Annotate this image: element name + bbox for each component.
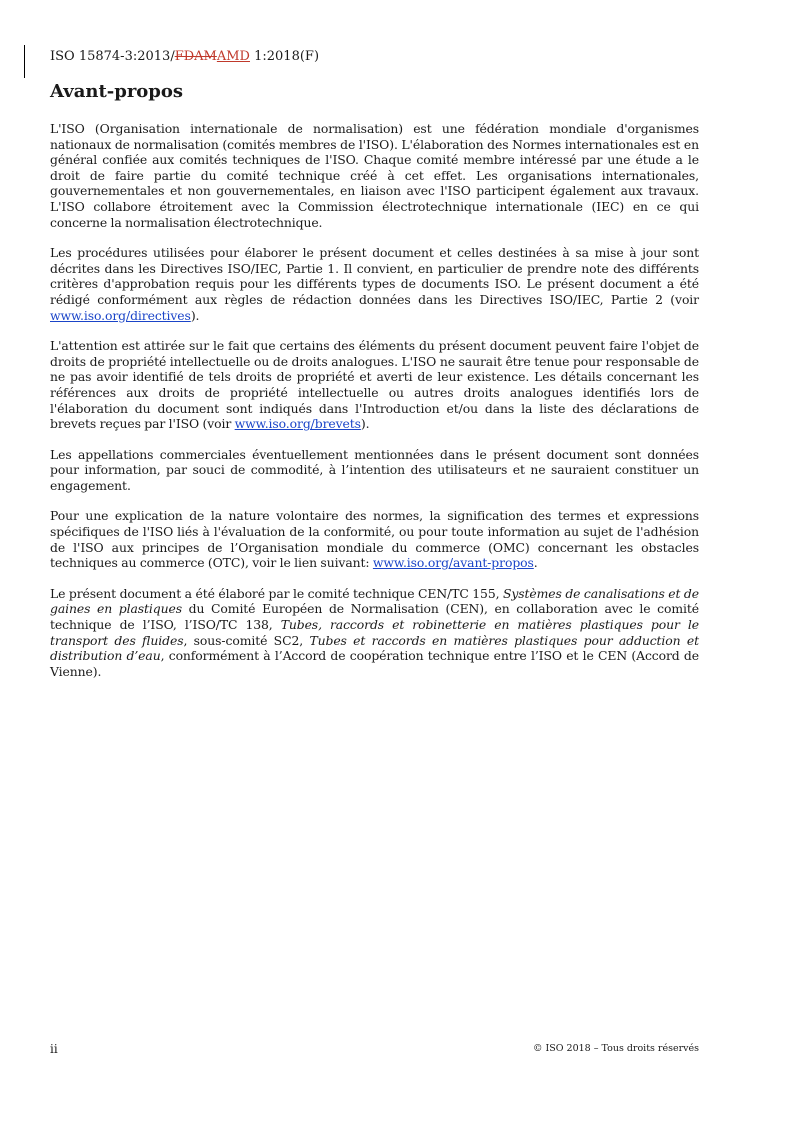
foreword-body — [50, 121, 699, 694]
paragraph-text: Pour une explication de la nature volontaire des normes, la signification des termes et expressions spécifiques de l'ISO liés à l'évaluation de la conformité, ou pour toute information au sujet de l'adhésion de l'ISO aux principes de l’Organisation mondiale du commerce (OMC) concernant les obstacles techniques au commerce (OTC), voir le lien suivant: — [50, 508, 699, 571]
link[interactable]: www.iso.org/brevets — [234, 416, 361, 432]
header-code-prefix: ISO 15874-3:2013/ — [50, 49, 175, 64]
paragraph — [50, 338, 699, 432]
paragraph — [50, 508, 699, 570]
paragraph-text: , conformément à l’Accord de coopération technique entre l’ISO et le CEN (Accord de Vienne). — [50, 648, 699, 679]
paragraph-text: , sous-comité SC2, — [183, 632, 310, 648]
link[interactable]: www.iso.org/directives — [50, 307, 191, 323]
revision-change-bar — [24, 45, 25, 78]
page-number: ii — [50, 1042, 58, 1056]
paragraph — [50, 586, 699, 680]
paragraph-text: ). — [190, 307, 200, 323]
document-header — [50, 49, 319, 64]
italic-title: Tubes et raccords en matières plastiques pour adduction et distribution d’eau — [50, 632, 699, 664]
copyright-notice: © ISO 2018 – Tous droits réservés — [532, 1043, 699, 1054]
paragraph-text: du Comité Européen de Normalisation (CEN), en collaboration avec le comité technique de l’ISO, l’ISO/TC 138, — [50, 601, 699, 633]
header-deleted-text: FDAM — [174, 49, 217, 64]
paragraph — [50, 447, 699, 494]
italic-title: Systèmes de canalisations et de gaines en plastiques — [50, 585, 699, 617]
link[interactable]: www.iso.org/avant-propos — [372, 555, 534, 571]
paragraph-text: Les procédures utilisées pour élaborer le présent document et celles destinées à sa mise à jour sont décrites dans les Directives ISO/IEC, Partie 1. Il convient, en particulier de prendre note des différents critères d'approbation requis pour les différents types de documents ISO. Le présent document a été rédigé conformément aux règles de rédaction données dans les Directives ISO/IEC, Partie 2 (voir — [50, 245, 699, 307]
italic-title: Tubes, raccords et robinetterie en matières plastiques pour le transport des fluides — [50, 617, 699, 648]
section-title: Avant-propos — [50, 81, 184, 102]
header-code-suffix: 1:2018(F) — [249, 49, 320, 64]
paragraph-text: L'ISO (Organisation internationale de normalisation) est une fédération mondiale d'organismes nationaux de normalisation (comités membres de l'ISO). L'élaboration des Normes internationales est en général confiée aux comités techniques de l'ISO. Chaque comité membre intéressé par une étude a le droit de faire partie du comité technique créé à cet effet. Les organisations internationales, gouvernementales et non gouvernementales, en liaison avec l'ISO participent également aux travaux. L'ISO collabore étroitement avec la Commission électrotechnique internationale (IEC) en ce qui concerne la normalisation électrotechnique. — [50, 121, 699, 230]
paragraph — [50, 245, 699, 323]
header-inserted-text: AMD — [216, 49, 250, 64]
paragraph-text: . — [533, 555, 538, 571]
paragraph — [50, 121, 699, 230]
paragraph-text: ). — [360, 416, 370, 432]
paragraph-text: Les appellations commerciales éventuellement mentionnées dans le présent document sont données pour information, par souci de commodité, à l’intention des utilisateurs et ne sauraient constituer un engagement. — [50, 446, 699, 493]
paragraph-text: Le présent document a été élaboré par le comité technique CEN/TC 155, — [50, 585, 503, 601]
paragraph-text: L'attention est attirée sur le fait que certains des éléments du présent document peuvent faire l'objet de droits de propriété intellectuelle ou de droits analogues. L'ISO ne saurait être tenue pour responsable de ne pas avoir identifié de tels droits de propriété et averti de leur existence. Les détails concernant les références aux droits de propriété intellectuelle ou autres droits analogues identifiés lors de l'élaboration du document sont indiqués dans l'Introduction et/ou dans la liste des déclarations de brevets reçues par l'ISO (voir — [50, 338, 699, 432]
